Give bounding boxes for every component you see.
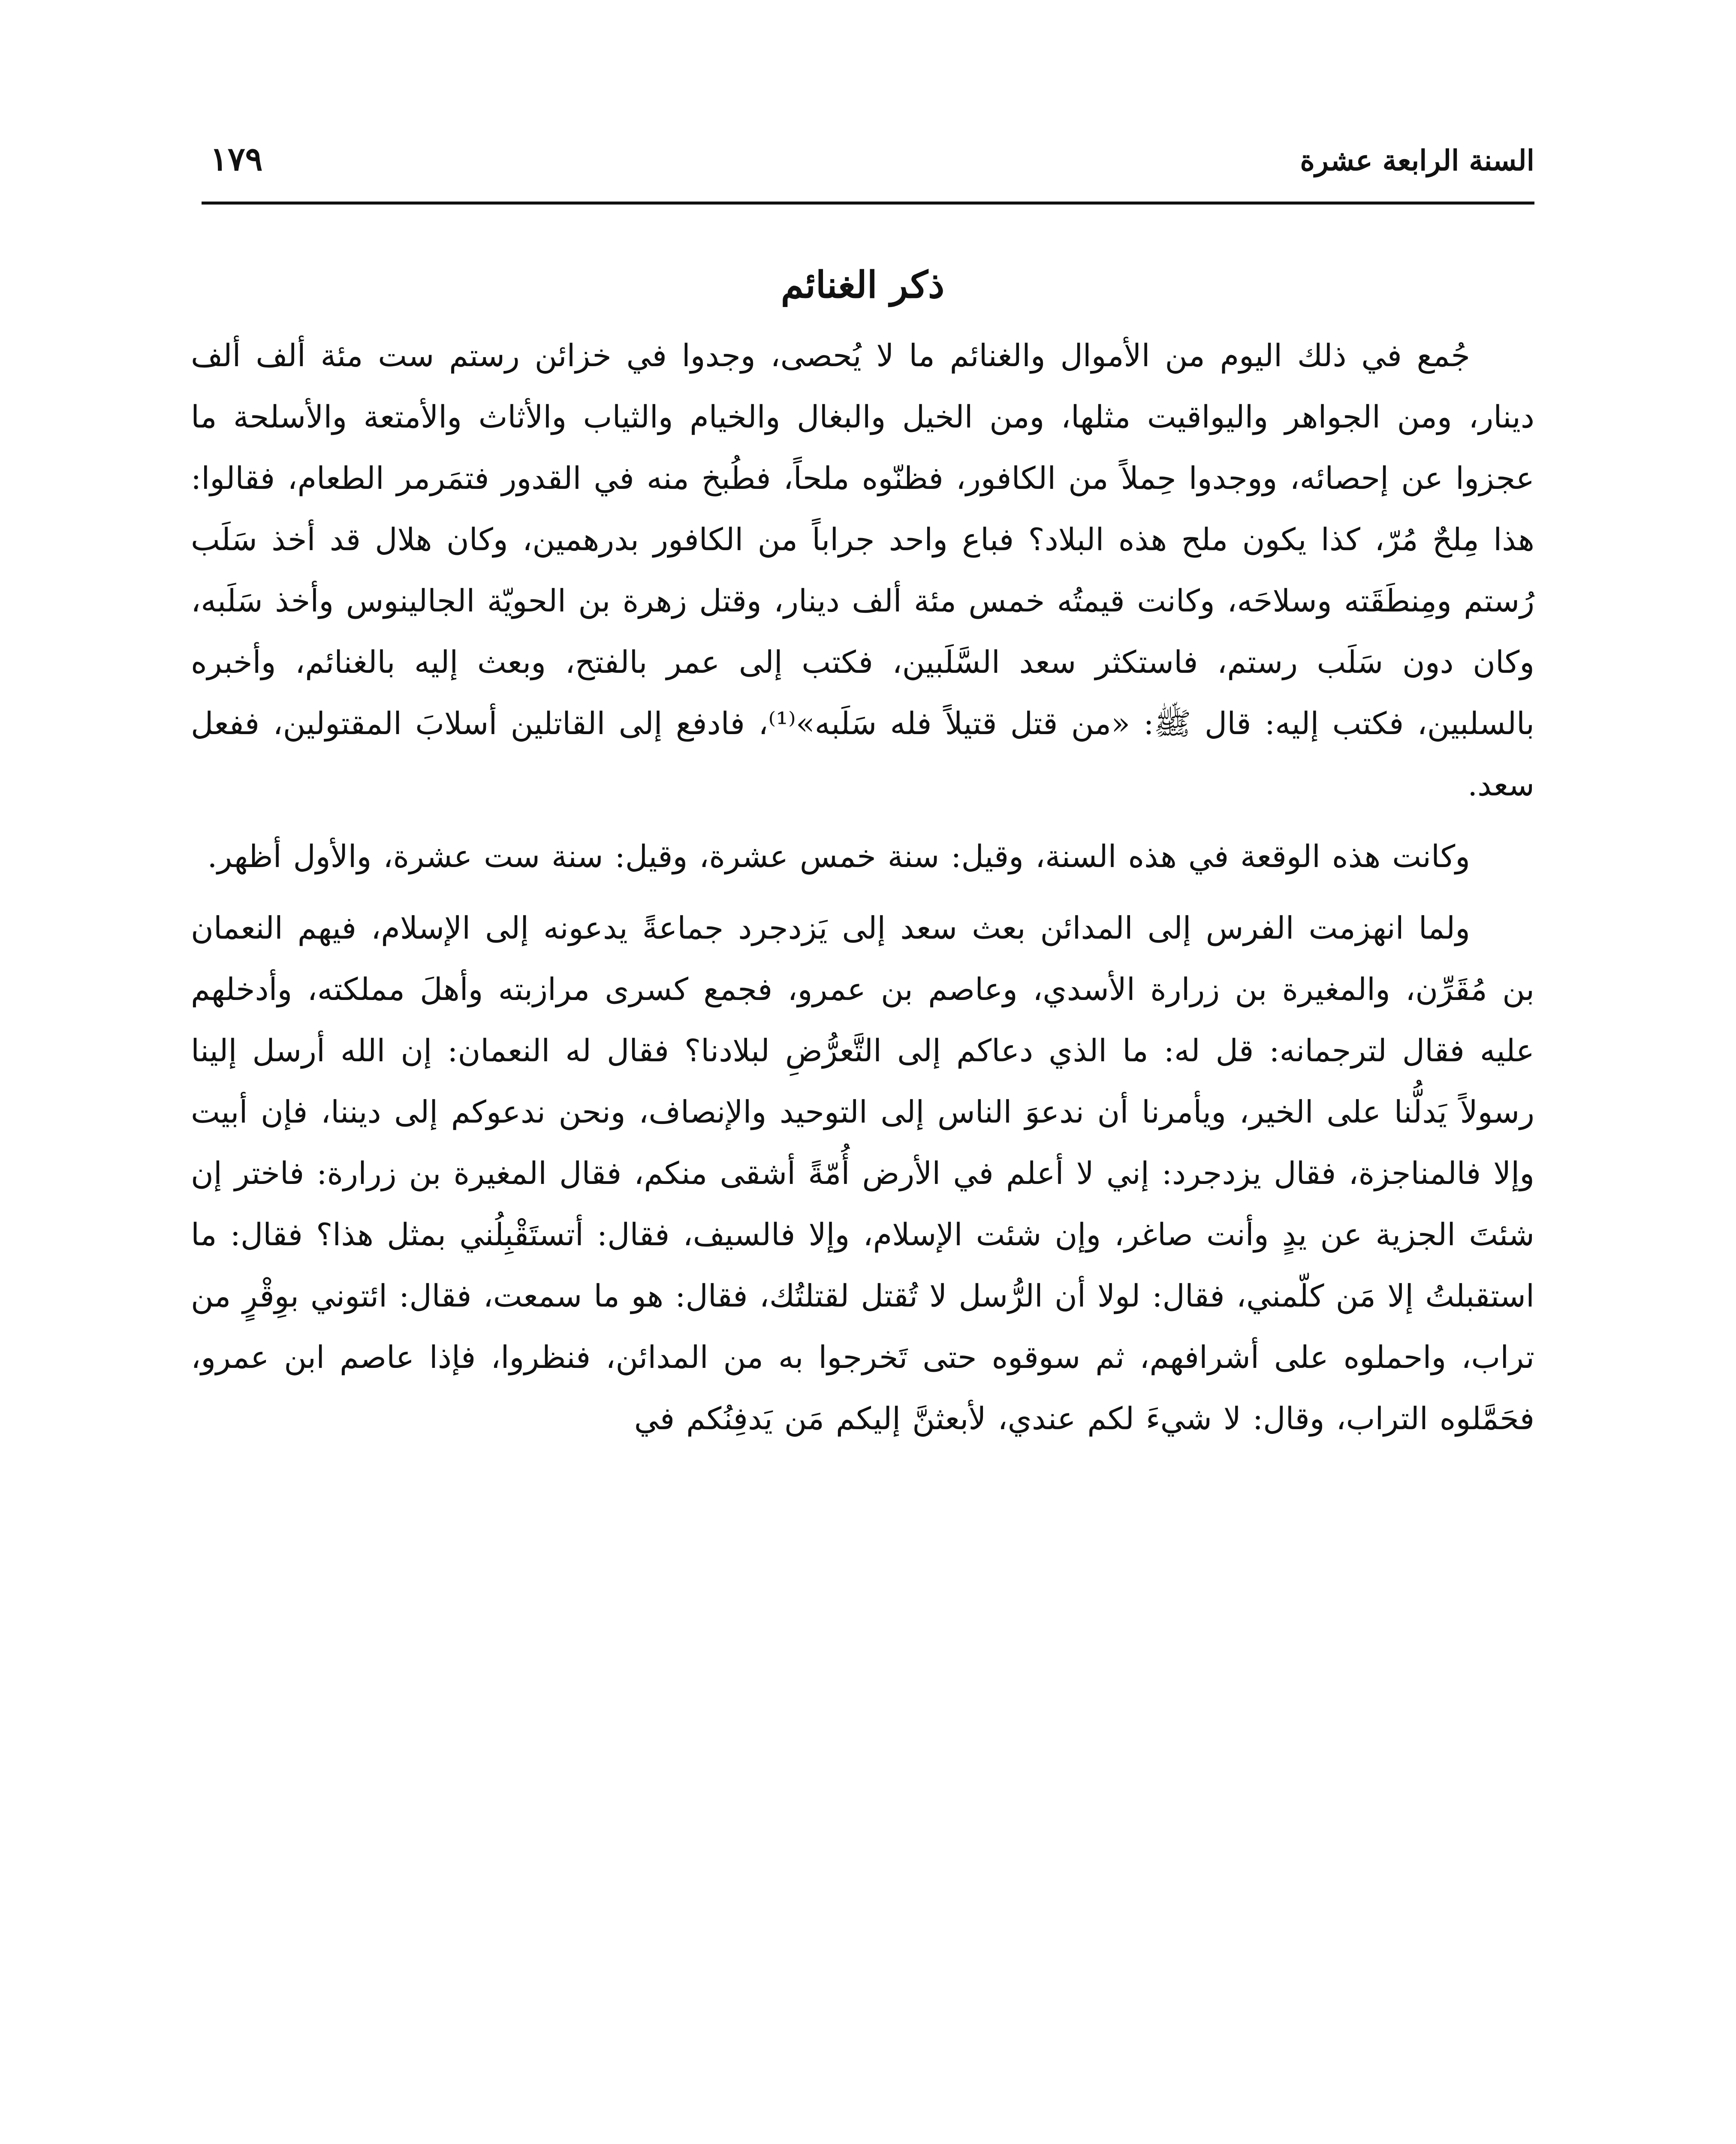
page-number: ١٧٩: [210, 140, 263, 178]
running-header-title: السنة الرابعة عشرة: [1300, 144, 1534, 177]
paragraph-3: ولما انهزمت الفرس إلى المدائن بعث سعد إلى يَزدجرد جماعةً يدعونه إلى الإسلام، فيهم النعمان بن مُقَرِّن، والمغيرة بن زرارة الأسدي، وعاصم بن عمرو، فجمع كسرى مرازبته وأهلَ مملكته، وأدخلهم عليه فقال لترجمانه: قل له: ما الذي دعاكم إلى التَّعرُّضِ لبلادنا؟ فقال له النعمان: إن الله أرسل إلينا رسولاً يَدلُّنا على الخير، ويأمرنا أن ندعوَ الناس إلى التوحيد والإنصاف، ونحن ندعوكم إلى ديننا، فإن أبيت وإلا فالمناجزة، فقال يزدجرد: إني لا أعلم في الأرض أُمّةً أشقى منكم، فقال المغيرة بن زرارة: فاختر إن شئتَ الجزية عن يدٍ وأنت صاغر، وإن شئت الإسلام، وإلا فالسيف، فقال: أتستَقْبِلُني بمثل هذا؟ فقال: ما استقبلتُ إلا مَن كلّمني، فقال: لولا أن الرُّسل لا تُقتل لقتلتُك، فقال: هو ما سمعت، فقال: ائتوني بوِقْرٍ من تراب، واحملوه على أشرافهم، ثم سوقوه حتى تَخرجوا به من المدائن، فنظروا، فإذا عاصم ابن عمرو، فحَمَّلوه التراب، وقال: لا شيءَ لكم عندي، لأبعثنَّ إليكم مَن يَدفِنُكم في: [191, 910, 1535, 1436]
header-divider: [202, 202, 1534, 205]
paragraph-2: وكانت هذه الوقعة في هذه السنة، وقيل: سنة خمس عشرة، وقيل: سنة ست عشرة، والأول أظهر.: [207, 838, 1470, 874]
main-text: [191, 253, 1534, 2144]
paragraph-1: جُمع في ذلك اليوم من الأموال والغنائم ما لا يُحصى، وجدوا في خزائن رستم ست مئة ألف ألف دينار، ومن الجواهر واليواقيت مثلها، ومن الخيل والبغال والخيام والثياب والأثاث والأمتعة والأسلحة ما عجزوا عن إحصائه، ووجدوا حِملاً من الكافور، فظنّوه ملحاً، فطُبخ منه في القدور فتمَرمر الطعام، فقالوا: هذا مِلحٌ مُرّ، كذا يكون ملح هذه البلاد؟ فباع واحد جراباً من الكافور بدرهمين، وكان هلال قد أخذ سَلَب رُستم ومِنطَقَته وسلاحَه، وكانت قيمتُه خمس مئة ألف دينار، وقتل زهرة بن الحويّة الجالينوس وأخذ سَلَبه، وكان دون سَلَب رستم، فاستكثر سعد السَّلَبين، فكتب إلى عمر بالفتح، وبعث إليه بالغنائم، وأخبره بالسلبين، فكتب إليه: قال ﷺ: «من قتل قتيلاً فله سَلَبه»⁽¹⁾، فادفع إلى القاتلين أسلابَ المقتولين، ففعل سعد.: [191, 337, 1535, 803]
running-header: [202, 131, 1534, 195]
chapter-title: ذكر الغنائم: [781, 263, 945, 307]
